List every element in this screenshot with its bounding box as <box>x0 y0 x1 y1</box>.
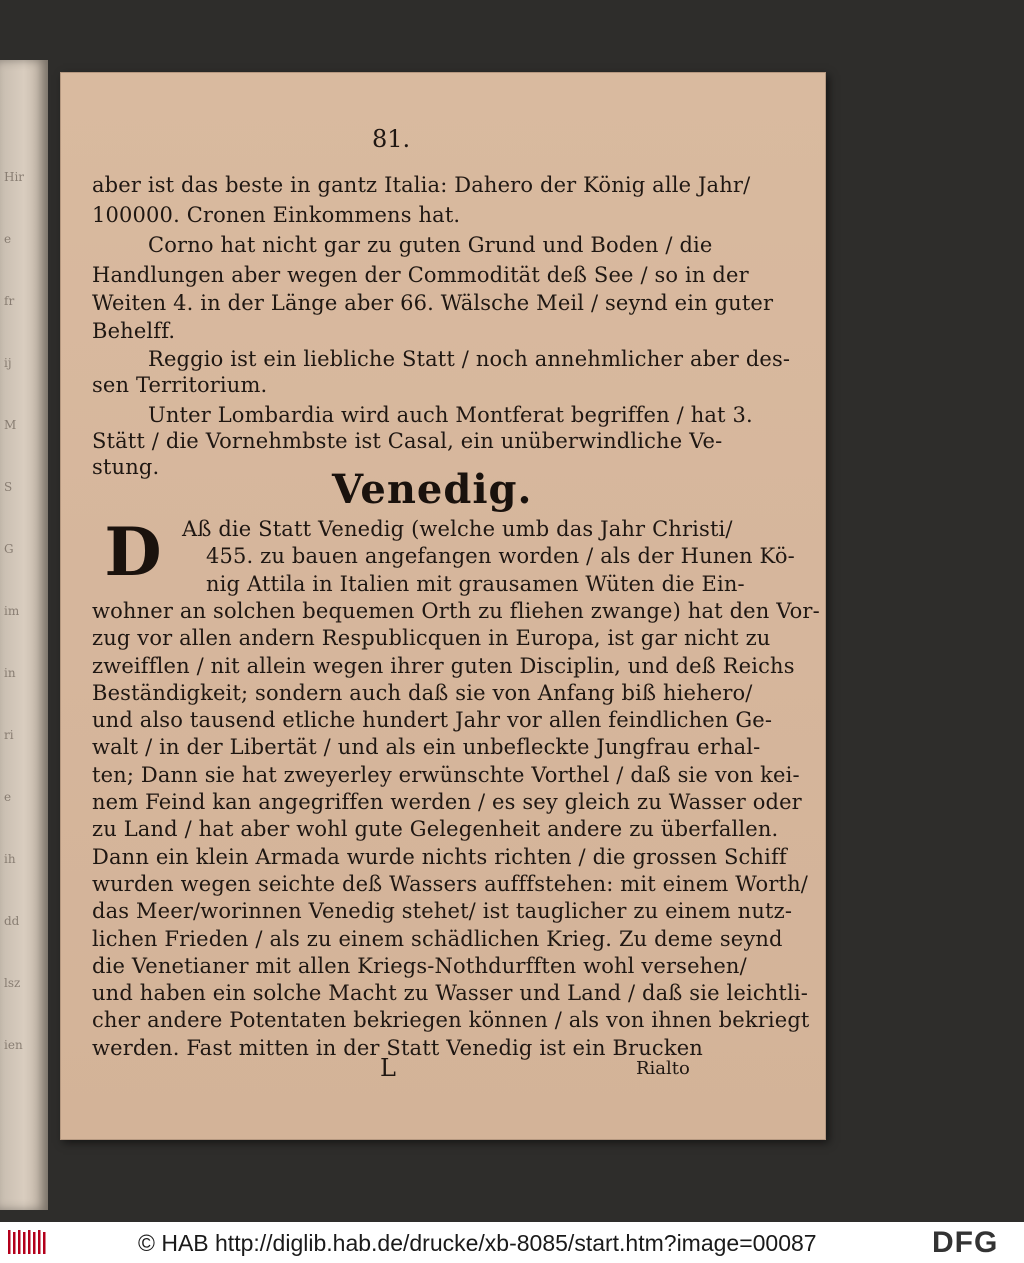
text-line: Beständigkeit; sondern auch daß sie von Anfang biß hiehero/ <box>92 681 753 705</box>
text-line: Stätt / die Vornehmbste ist Casal, ein unüberwindliche Ve- <box>92 429 723 453</box>
text-line: Handlungen aber wegen der Commodität deß See / so in der <box>92 263 749 287</box>
previous-page-edge <box>0 60 48 1210</box>
bleed-fragment: ij <box>4 356 12 370</box>
bleed-fragment: im <box>4 604 20 618</box>
hab-logo-bar <box>8 1230 11 1254</box>
hab-logo-bar <box>28 1230 31 1254</box>
bleed-fragment: Hir <box>4 170 25 184</box>
dfg-logo: DFG <box>932 1226 999 1259</box>
hab-logo-bar <box>18 1230 21 1254</box>
bleed-fragment: S <box>4 480 13 494</box>
catchword: Rialto <box>636 1058 690 1079</box>
text-line: 100000. Cronen Einkommens hat. <box>92 203 461 227</box>
decorated-initial: D <box>104 513 162 591</box>
text-line: Aß die Statt Venedig (welche umb das Jahr Christi/ <box>182 517 733 541</box>
text-line: wohner an solchen bequemen Orth zu fliehen zwange) hat den Vor- <box>92 599 820 623</box>
hab-logo-bar <box>43 1232 46 1254</box>
bleed-fragment: M <box>4 418 17 432</box>
footer-url-text[interactable]: © HAB http://diglib.hab.de/drucke/xb-8085/start.htm?image=00087 <box>138 1230 817 1256</box>
signature-mark: L <box>380 1054 396 1082</box>
bleed-fragment: e <box>4 232 12 246</box>
text-line: wurden wegen seichte deß Wassers aufffstehen: mit einem Worth/ <box>92 872 808 896</box>
bleed-fragment: ih <box>4 852 16 866</box>
text-line: sen Territorium. <box>92 373 268 397</box>
text-line: Reggio ist ein liebliche Statt / noch annehmlicher aber des- <box>148 347 791 371</box>
text-line: werden. Fast mitten in der Statt Venedig ist ein Brucken <box>92 1036 703 1060</box>
hab-logo-icon <box>6 1228 48 1256</box>
text-line: Weiten 4. in der Länge aber 66. Wälsche Meil / seynd ein guter <box>92 291 774 315</box>
text-line: nig Attila in Italien mit grausamen Wüten die Ein- <box>206 572 745 596</box>
text-line: das Meer/worinnen Venedig stehet/ ist tauglicher zu einem nutz- <box>92 899 793 923</box>
text-line: ten; Dann sie hat zweyerley erwünschte Vorthel / daß sie von kei- <box>92 763 800 787</box>
text-line: lichen Frieden / als zu einem schädlichen Krieg. Zu deme seynd <box>92 927 783 951</box>
hab-logo-bar <box>13 1232 16 1254</box>
text-line: 455. zu bauen angefangen worden / als der Hunen Kö- <box>206 544 795 568</box>
text-line: und haben ein solche Macht zu Wasser und Land / daß sie leichtli- <box>92 981 808 1005</box>
text-line: zug vor allen andern Respublicquen in Europa, ist gar nicht zu <box>92 626 771 650</box>
text-line: Dann ein klein Armada wurde nichts richten / die grossen Schiff <box>92 845 787 869</box>
bleed-fragment: lsz <box>4 976 21 990</box>
hab-logo-bar <box>33 1232 36 1254</box>
text-line: und also tausend etliche hundert Jahr vor allen feindlichen Ge- <box>92 708 773 732</box>
text-line: Behelff. <box>92 319 176 343</box>
text-line: aber ist das beste in gantz Italia: Dahero der König alle Jahr/ <box>92 173 751 197</box>
bleed-fragment: dd <box>4 914 20 928</box>
bleed-fragment: e <box>4 790 12 804</box>
bleed-fragment: G <box>4 542 14 556</box>
text-line: walt / in der Libertät / und als ein unbefleckte Jungfrau erhal- <box>92 735 761 759</box>
hab-logo-bar <box>23 1232 26 1254</box>
text-line: zu Land / hat aber wohl gute Gelegenheit andere zu überfallen. <box>92 817 779 841</box>
page-number: 81. <box>372 125 411 153</box>
text-line: Corno hat nicht gar zu guten Grund und Boden / die <box>148 233 713 257</box>
text-line: stung. <box>92 455 160 479</box>
text-line: zweifflen / nit allein wegen ihrer guten Disciplin, und deß Reichs <box>92 654 795 678</box>
text-line: Unter Lombardia wird auch Montferat begriffen / hat 3. <box>148 403 753 427</box>
bleed-fragment: ien <box>4 1038 23 1052</box>
footer-bar <box>0 1222 1024 1263</box>
text-line: die Venetianer mit allen Kriegs-Nothdurfften wohl versehen/ <box>92 954 747 978</box>
bleed-fragment: fr <box>4 294 15 308</box>
hab-logo-bar <box>38 1230 41 1254</box>
text-line: cher andere Potentaten bekriegen können / als von ihnen bekriegt <box>92 1008 810 1032</box>
text-line: nem Feind kan angegriffen werden / es sey gleich zu Wasser oder <box>92 790 802 814</box>
section-heading: Venedig. <box>332 466 533 513</box>
bleed-fragment: ri <box>4 728 14 742</box>
bleed-fragment: in <box>4 666 16 680</box>
